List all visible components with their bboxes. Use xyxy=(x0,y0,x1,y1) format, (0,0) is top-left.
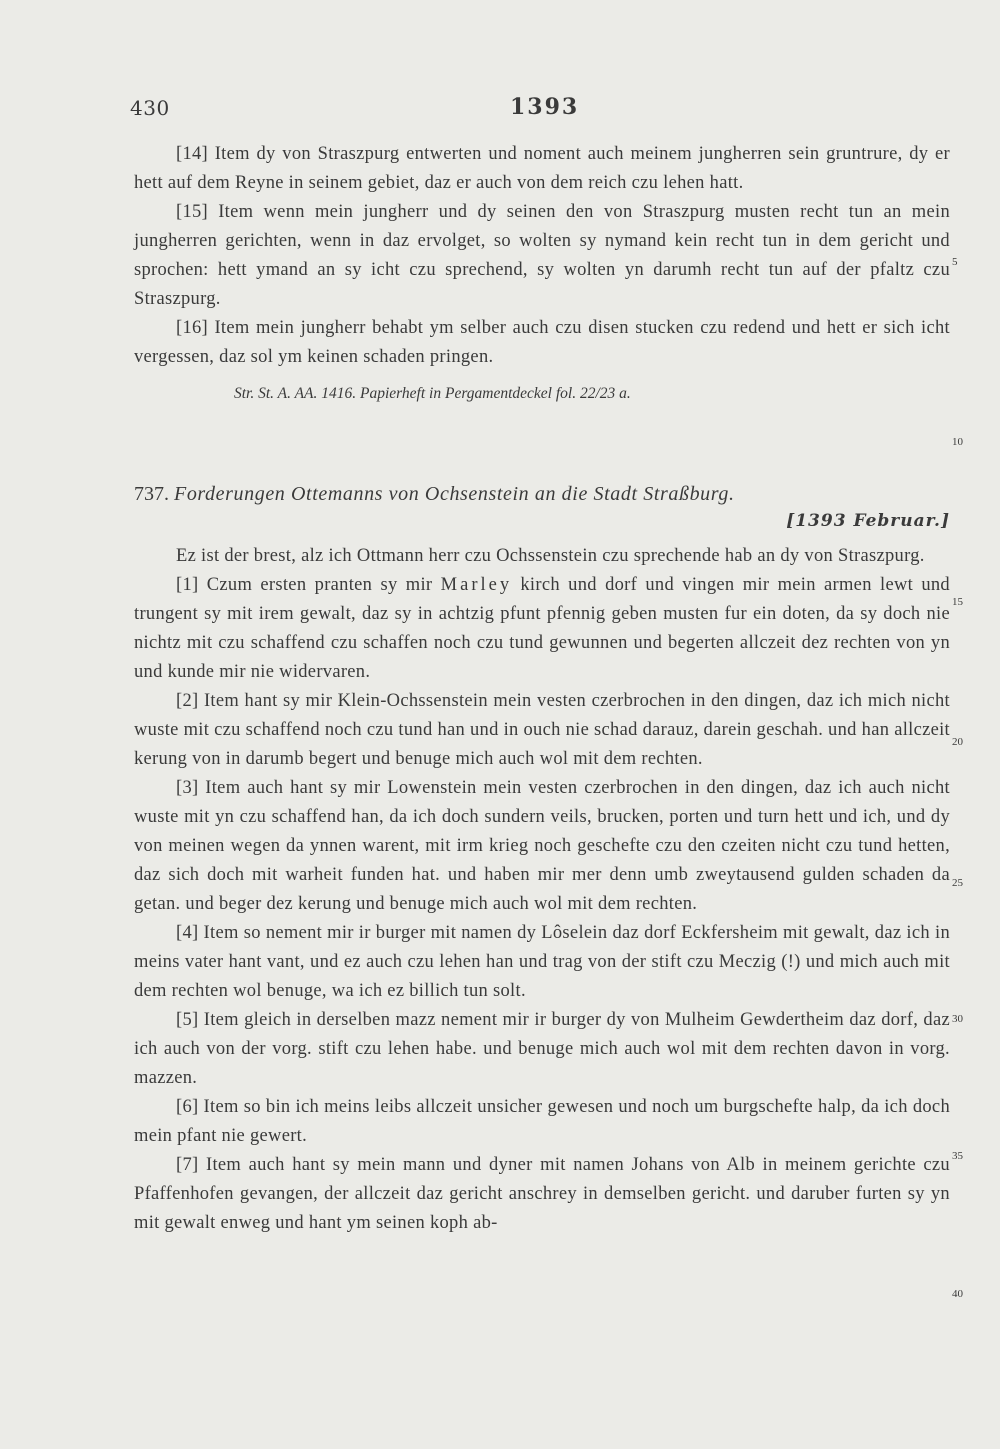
section-document-737 xyxy=(134,480,950,1238)
line-number-15: 15 xyxy=(952,596,963,608)
document-date: [1393 Februar.] xyxy=(786,511,950,531)
page-header xyxy=(130,96,950,126)
paragraph-2: [2] Item hant sy mir Klein-Ochssenstein mein vesten czerbrochen in den dingen, daz ich mich nicht wuste mit czu schaffend noch czu tund han und in ouch nie schad darauz, darein geschah. und han allczeit kerung von in darumb begert und benuge mich auch wol mit dem rechten. xyxy=(134,691,950,769)
paragraph-15: [15] Item wenn mein jungherr und dy seinen den von Straszpurg musten recht tun an mein jungherren gerichten, wenn in daz ervolget, so wolten sy nymand kein recht tun in dem gericht und sprochen: hett ymand an sy icht czu sprechend, sy wolten yn darumh recht tun auf der pfaltz czu Straszpurg. xyxy=(134,202,950,309)
paragraph-1-rest: kirch und dorf und vingen mir mein armen lewt und trungent sy mit irem gewalt, daz sy in achtzig pfunt pfennig geben musten fur ein doten, da sy doch nie nichtz mit czu schaffend czu schaffen noch czu tund gewunnen und begerten allczeit dez rechten von yn und kunde mir nie widervaren. xyxy=(134,575,950,682)
document-heading xyxy=(134,480,950,508)
line-number-10: 10 xyxy=(952,436,963,448)
line-number-20: 20 xyxy=(952,736,963,748)
line-number-30: 30 xyxy=(952,1013,963,1025)
running-head-year: 1393 xyxy=(510,94,580,120)
paragraph-1 xyxy=(134,571,950,687)
place-name-marley: Marley xyxy=(440,575,513,595)
source-citation: Str. St. A. AA. 1416. Papierheft in Pergamentdeckel fol. 22/23 a. xyxy=(234,385,631,402)
paragraph-5: [5] Item gleich in derselben mazz nement mir ir burger dy von Mulheim Gewdertheim daz dorf, daz ich auch von der vorg. stift czu lehen habe. und benuge mich auch wol mit dem rechten davon in vorg. mazzen. xyxy=(134,1010,950,1088)
line-number-25: 25 xyxy=(952,877,963,889)
page-number: 430 xyxy=(130,96,170,120)
paragraph-4: [4] Item so nement mir ir burger mit namen dy Lôselein daz dorf Eckfersheim mit gewalt, daz ich in meins vater hant vant, und ez auch czu lehen han und trag von der stift czu Meczig (!) und mich auch mit dem rechten wol benuge, wa ich ez billich tun solt. xyxy=(134,923,950,1001)
paragraph-1-start: [1] Czum ersten pranten sy mir xyxy=(176,575,441,595)
paragraph-6: [6] Item so bin ich meins leibs allczeit unsicher gewesen und noch um burgschefte halp, da ich doch mein pfant nie gewert. xyxy=(134,1097,950,1146)
paragraph-3: [3] Item auch hant sy mir Lowenstein mein vesten czerbrochen in den dingen, daz ich auch nicht wuste mit yn czu schaffend han, da ich doch sundern veils, brucken, porten und turn hett und ich, und dy von meinen wegen da ynnen warent, mit irm krieg noch geschefte czu den czeiten nicht czu tund hetten, daz sich doch mit warheit funden hat. und haben mir mer denn umb zweytausend gulden schaden da getan. und beger dez kerung und benuge mich auch wol mit dem rechten. xyxy=(134,778,950,914)
document-number: 737. xyxy=(134,483,169,505)
line-number-40: 40 xyxy=(952,1288,963,1300)
paragraph-16: [16] Item mein jungherr behabt ym selber auch czu disen stucken czu redend und hett er sich icht vergessen, daz sol ym keinen schaden pringen. xyxy=(134,318,950,367)
paragraph-7: [7] Item auch hant sy mein mann und dyner mit namen Johans von Alb in meinem gerichte czu Pfaffenhofen gevangen, der allczeit daz gericht anschrey in demselben gericht. und daruber furten sy yn mit gewalt enweg und hant ym seinen koph ab- xyxy=(134,1155,950,1233)
paragraph-14: [14] Item dy von Straszpurg entwerten und noment auch meinem jungherren sein gruntrure, dy er hett auf dem Reyne in seinem gebiet, daz er auch von dem reich czu lehen hatt. xyxy=(134,144,950,193)
line-number-5: 5 xyxy=(952,256,958,268)
section-previous-document xyxy=(134,140,950,406)
document-title: Forderungen Ottemanns von Ochsenstein an die Stadt Straßburg. xyxy=(174,483,735,505)
document-intro: Ez ist der brest, alz ich Ottmann herr czu Ochssenstein czu sprechende hab an dy von Straszpurg. xyxy=(176,546,925,566)
line-number-35: 35 xyxy=(952,1150,963,1162)
